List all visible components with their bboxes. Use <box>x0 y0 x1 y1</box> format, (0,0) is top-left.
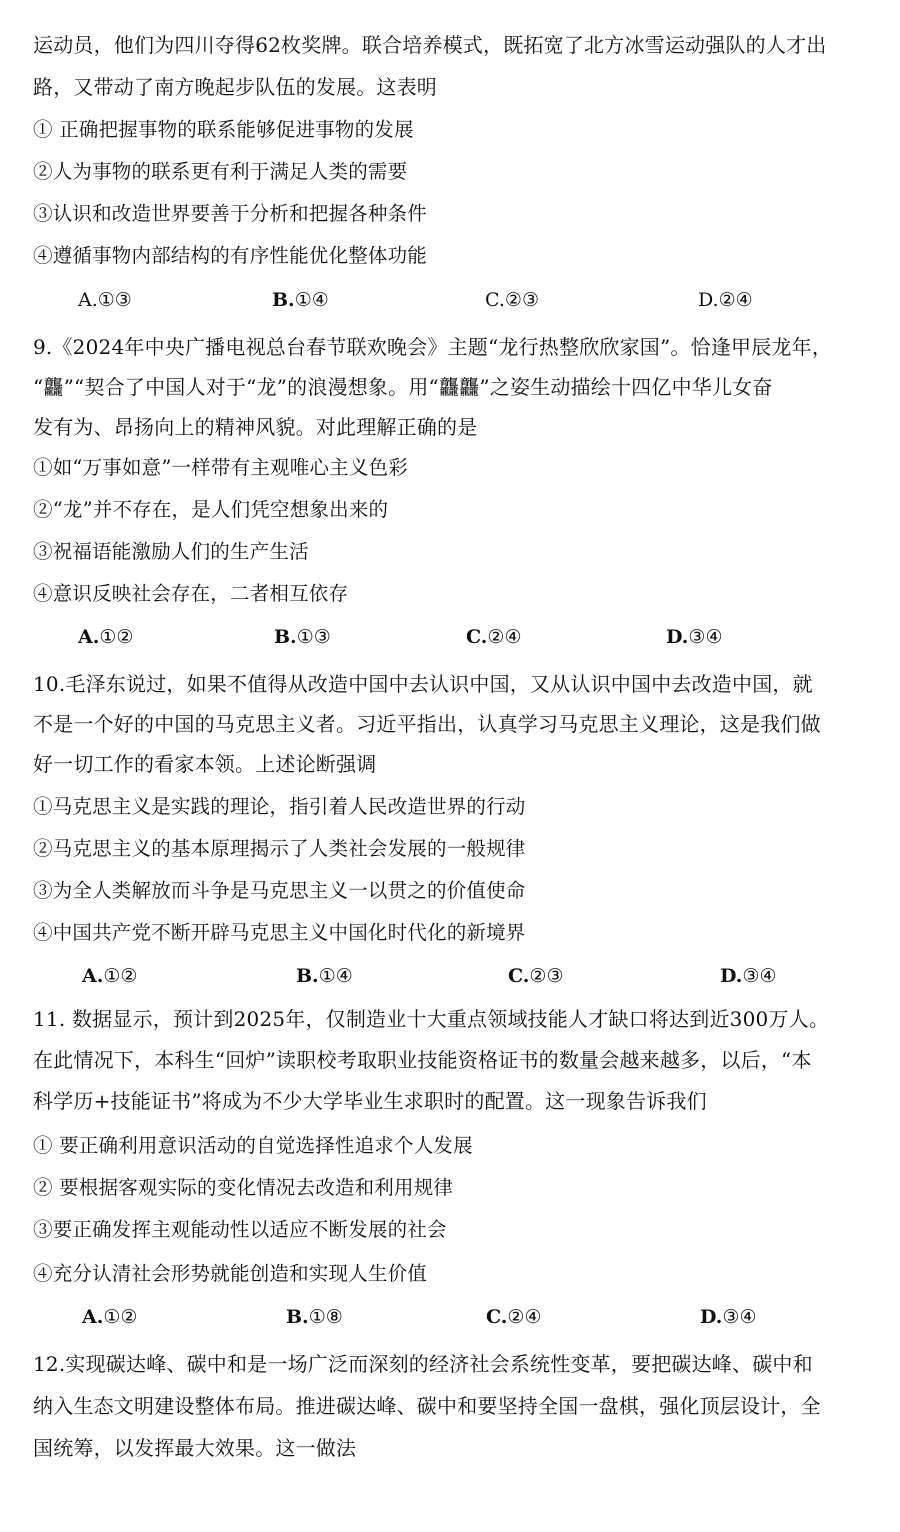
q9-choice-d: D.③④ <box>666 626 723 648</box>
q10-choice-a: A.①② <box>82 965 138 987</box>
q11-option-3: ③要正确发挥主观能动性以适应不断发展的社会 <box>33 1218 447 1241</box>
q12-stem-line-3: 国统筹，以发挥最大效果。这一做法 <box>33 1436 357 1460</box>
q8-option-1: ① 正确把握事物的联系能够促进事物的发展 <box>33 118 414 141</box>
q9-option-3: ③祝福语能激励人们的生产生活 <box>33 540 309 563</box>
q11-choice-c: C.②④ <box>486 1306 542 1328</box>
q8-choice-d: D.②④ <box>698 289 753 311</box>
q10-option-2: ②马克思主义的基本原理揭示了人类社会发展的一般规律 <box>33 837 526 860</box>
q9-option-4: ④意识反映社会存在，二者相互依存 <box>33 582 349 605</box>
q11-option-2: ② 要根据客观实际的变化情况去改造和利用规律 <box>33 1176 454 1199</box>
q10-stem-line-3: 好一切工作的看家本领。上述论断强调 <box>33 752 377 776</box>
q11-choice-b: B.①⑧ <box>286 1306 343 1328</box>
q9-stem-line-3: 发有为、昂扬向上的精神风貌。对此理解正确的是 <box>33 415 478 439</box>
q12-stem-line-1: 12.实现碳达峰、碳中和是一场广泛而深刻的经济社会系统性变革，要把碳达峰、碳中和 <box>33 1352 813 1376</box>
q10-stem-line-2: 不是一个好的中国的马克思主义者。习近平指出，认真学习马克思主义理论，这是我们做 <box>33 712 821 736</box>
q8-choice-a: A.①③ <box>78 289 132 311</box>
q10-choice-c: C.②③ <box>508 965 564 987</box>
q9-stem-line-1: 9.《2024年中央广播电视总台春节联欢晚会》主题“龙行热整欣欣家国”。恰逢甲辰龙年， <box>33 335 833 359</box>
q8-stem-line-1: 运动员，他们为四川夺得62枚奖牌。联合培养模式，既拓宽了北方冰雪运动强队的人才出 <box>33 33 827 57</box>
q8-stem-line-2: 路，又带动了南方晚起步队伍的发展。这表明 <box>33 75 437 99</box>
q8-option-3: ③认识和改造世界要善于分析和把握各种条件 <box>33 202 428 225</box>
q11-choice-a: A.①② <box>82 1306 138 1328</box>
q11-option-4: ④充分认清社会形势就能创造和实现人生价值 <box>33 1262 428 1285</box>
q8-choice-b: B.①④ <box>272 289 329 311</box>
q11-option-1: ① 要正确利用意识活动的自觉选择性追求个人发展 <box>33 1134 473 1157</box>
q8-option-2: ②人为事物的联系更有利于满足人类的需要 <box>33 160 408 183</box>
q10-option-4: ④中国共产党不断开辟马克思主义中国化时代化的新境界 <box>33 921 526 944</box>
q11-stem-line-1: 11. 数据显示，预计到2025年，仅制造业十大重点领域技能人才缺口将达到近300万人。 <box>33 1007 830 1031</box>
q11-stem-line-2: 在此情况下，本科生“回炉”读职校考取职业技能资格证书的数量会越来越多，以后，“本 <box>33 1048 812 1072</box>
q9-choice-c: C.②④ <box>466 626 522 648</box>
q10-option-3: ③为全人类解放而斗争是马克思主义一以贯之的价值使命 <box>33 879 526 902</box>
q10-choice-d: D.③④ <box>720 965 777 987</box>
q11-choice-d: D.③④ <box>700 1306 757 1328</box>
q9-option-1: ①如“万事如意”一样带有主观唯心主义色彩 <box>33 456 408 479</box>
q8-option-4: ④遵循事物内部结构的有序性能优化整体功能 <box>33 244 428 267</box>
q8-choice-c: C.②③ <box>485 289 539 311</box>
q10-option-1: ①马克思主义是实践的理论，指引着人民改造世界的行动 <box>33 795 526 818</box>
q10-stem-line-1: 10.毛泽东说过，如果不值得从改造中国中去认识中国，又从认识中国中去改造中国，就 <box>33 672 813 696</box>
q12-stem-line-2: 纳入生态文明建设整体布局。推进碳达峰、碳中和要坚持全国一盘棋，强化顶层设计，全 <box>33 1394 821 1418</box>
q9-option-2: ②“龙”并不存在，是人们凭空想象出来的 <box>33 498 389 521</box>
q9-stem-line-2: “龘”“契合了中国人对于“龙”的浪漫想象。用“龘龘”之姿生动描绘十四亿中华儿女奋 <box>33 375 773 399</box>
q10-choice-b: B.①④ <box>296 965 353 987</box>
q11-stem-line-3: 科学历+技能证书”将成为不少大学毕业生求职时的配置。这一现象告诉我们 <box>33 1089 707 1113</box>
q9-choice-b: B.①③ <box>274 626 331 648</box>
q9-choice-a: A.①② <box>78 626 134 648</box>
